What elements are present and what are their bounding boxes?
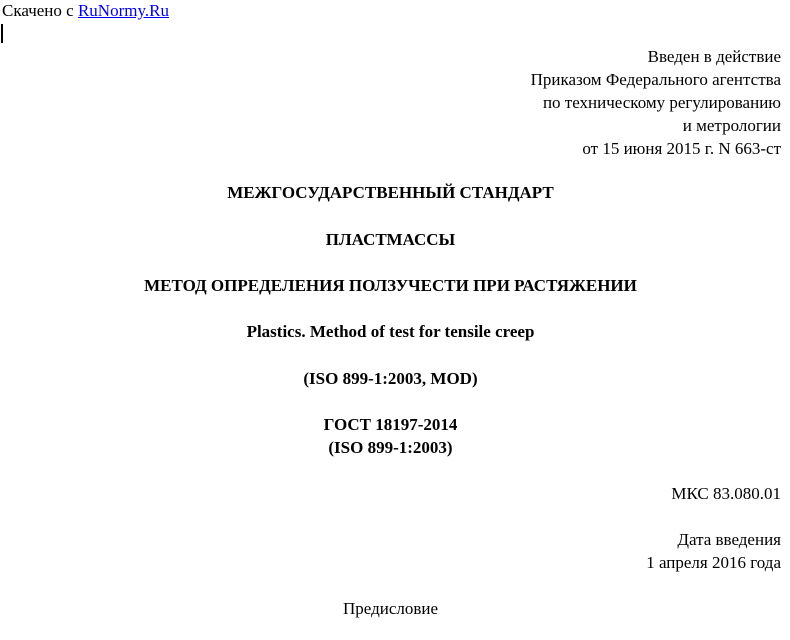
standard-title: МЕТОД ОПРЕДЕЛЕНИЯ ПОЛЗУЧЕСТИ ПРИ РАСТЯЖЕНИИ (144, 276, 637, 295)
introduction-block (531, 45, 781, 160)
text-cursor (1, 24, 3, 43)
download-note-prefix: Скачено с (2, 1, 78, 20)
iso-reference: (ISO 899-1:2003) (328, 438, 453, 457)
iso-mod-reference: (ISO 899-1:2003, MOD) (303, 369, 478, 388)
intro-line: от 15 июня 2015 г. N 663-ст (582, 139, 781, 158)
intro-line: Введен в действие (647, 47, 781, 66)
standard-type: МЕЖГОСУДАРСТВЕННЫЙ СТАНДАРТ (227, 183, 554, 202)
effective-date: 1 апреля 2016 года (646, 553, 781, 572)
runormy-link[interactable]: RuNormy.Ru (77, 1, 169, 20)
intro-line: и метрологии (682, 116, 781, 135)
mks-code: МКС 83.080.01 (671, 484, 781, 503)
standard-subject: ПЛАСТМАССЫ (325, 230, 456, 249)
standard-title-english: Plastics. Method of test for tensile creep (246, 322, 535, 341)
intro-line: по техническому регулированию (542, 93, 781, 112)
preface-heading: Предисловие (342, 599, 439, 618)
effective-date-label: Дата введения (677, 530, 781, 549)
gost-number: ГОСТ 18197-2014 (323, 415, 458, 434)
download-note (2, 1, 169, 21)
intro-line: Приказом Федерального агентства (530, 70, 781, 89)
